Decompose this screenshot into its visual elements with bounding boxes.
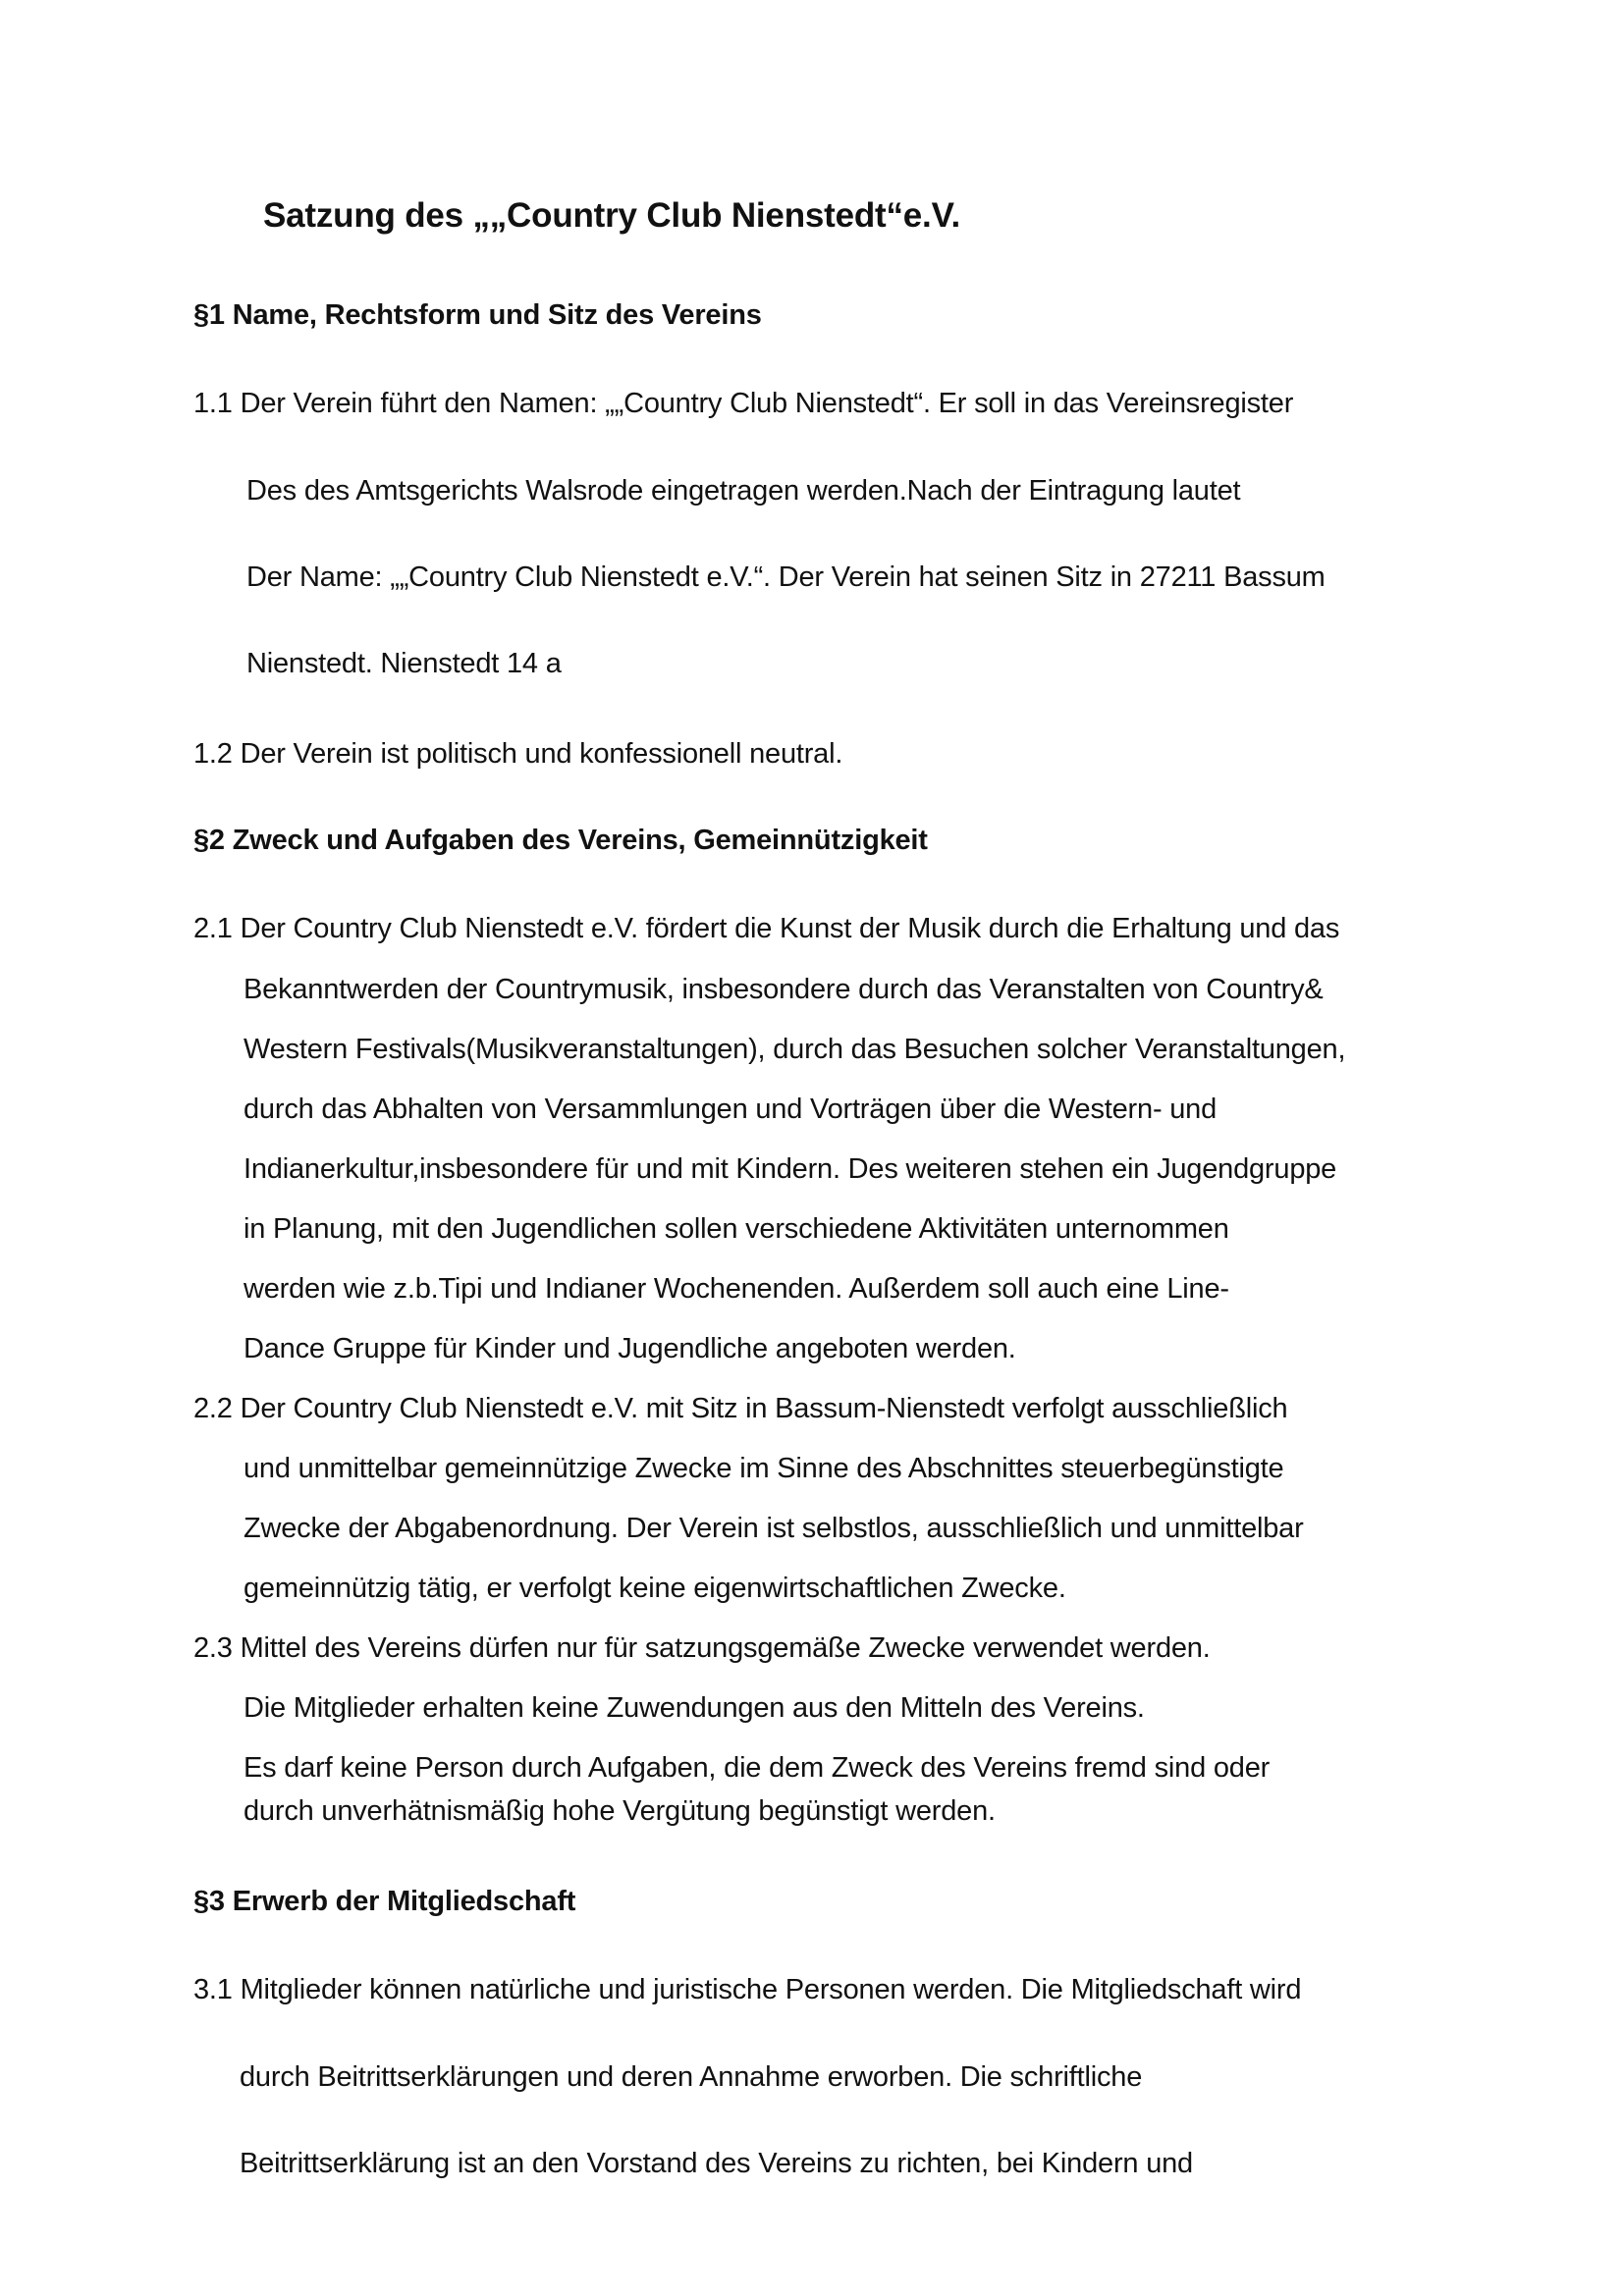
paragraph-1-1-line: 1.1 Der Verein führt den Namen: „„Country Club Nienstedt“. Er soll in das Vereinsregister — [193, 388, 1294, 419]
paragraph-2-3-line: durch unverhätnismäßig hohe Vergütung begünstigt werden. — [244, 1795, 996, 1827]
section-1-heading: §1 Name, Rechtsform und Sitz des Vereins — [193, 299, 762, 331]
section-2-heading: §2 Zweck und Aufgaben des Vereins, Gemeinnützigkeit — [193, 825, 928, 856]
paragraph-2-1-line: durch das Abhalten von Versammlungen und Vorträgen über die Western- und — [244, 1094, 1218, 1125]
paragraph-2-1-line: Indianerkultur,insbesondere für und mit Kindern. Des weiteren stehen ein Jugendgruppe — [244, 1153, 1337, 1185]
paragraph-2-2-line: 2.2 Der Country Club Nienstedt e.V. mit Sitz in Bassum-Nienstedt verfolgt ausschließlich — [193, 1393, 1288, 1424]
paragraph-2-1-line: 2.1 Der Country Club Nienstedt e.V. fördert die Kunst der Musik durch die Erhaltung und das — [193, 913, 1340, 944]
paragraph-3-1-line: Beitrittserklärung ist an den Vorstand des Vereins zu richten, bei Kindern und — [240, 2148, 1193, 2179]
paragraph-2-1-line: Dance Gruppe für Kinder und Jugendliche angeboten werden. — [244, 1333, 1016, 1364]
paragraph-3-1-line: durch Beitrittserklärungen und deren Annahme erworben. Die schriftliche — [240, 2061, 1143, 2093]
paragraph-1-1-line: Nienstedt. Nienstedt 14 a — [246, 648, 562, 679]
paragraph-1-2: 1.2 Der Verein ist politisch und konfessionell neutral. — [193, 738, 843, 770]
paragraph-1-1-line: Der Name: „„Country Club Nienstedt e.V.“. Der Verein hat seinen Sitz in 27211 Bassum — [246, 561, 1326, 593]
paragraph-3-1-line: 3.1 Mitglieder können natürliche und juristische Personen werden. Die Mitgliedschaft wird — [193, 1974, 1302, 2005]
paragraph-2-2-line: und unmittelbar gemeinnützige Zwecke im Sinne des Abschnittes steuerbegünstigte — [244, 1453, 1284, 1484]
paragraph-2-3-line: Es darf keine Person durch Aufgaben, die dem Zweck des Vereins fremd sind oder — [244, 1752, 1271, 1784]
paragraph-2-3-line: 2.3 Mittel des Vereins dürfen nur für satzungsgemäße Zwecke verwendet werden. — [193, 1632, 1211, 1664]
paragraph-1-1-line: Des des Amtsgerichts Walsrode eingetragen werden.Nach der Eintragung lautet — [246, 475, 1241, 507]
document-title: Satzung des „„Country Club Nienstedt“e.V. — [263, 196, 961, 235]
paragraph-2-2-line: gemeinnützig tätig, er verfolgt keine eigenwirtschaftlichen Zwecke. — [244, 1573, 1066, 1604]
paragraph-2-3-line: Die Mitglieder erhalten keine Zuwendungen aus den Mitteln des Vereins. — [244, 1692, 1145, 1724]
paragraph-2-2-line: Zwecke der Abgabenordnung. Der Verein ist selbstlos, ausschließlich und unmittelbar — [244, 1513, 1304, 1544]
section-3-heading: §3 Erwerb der Mitgliedschaft — [193, 1886, 576, 1917]
paragraph-2-1-line: werden wie z.b.Tipi und Indianer Wochenenden. Außerdem soll auch eine Line- — [244, 1273, 1229, 1305]
paragraph-2-1-line: Bekanntwerden der Countrymusik, insbesondere durch das Veranstalten von Country& — [244, 974, 1324, 1005]
paragraph-2-1-line: in Planung, mit den Jugendlichen sollen verschiedene Aktivitäten unternommen — [244, 1213, 1229, 1245]
paragraph-2-1-line: Western Festivals(Musikveranstaltungen), durch das Besuchen solcher Veranstaltungen, — [244, 1034, 1346, 1065]
